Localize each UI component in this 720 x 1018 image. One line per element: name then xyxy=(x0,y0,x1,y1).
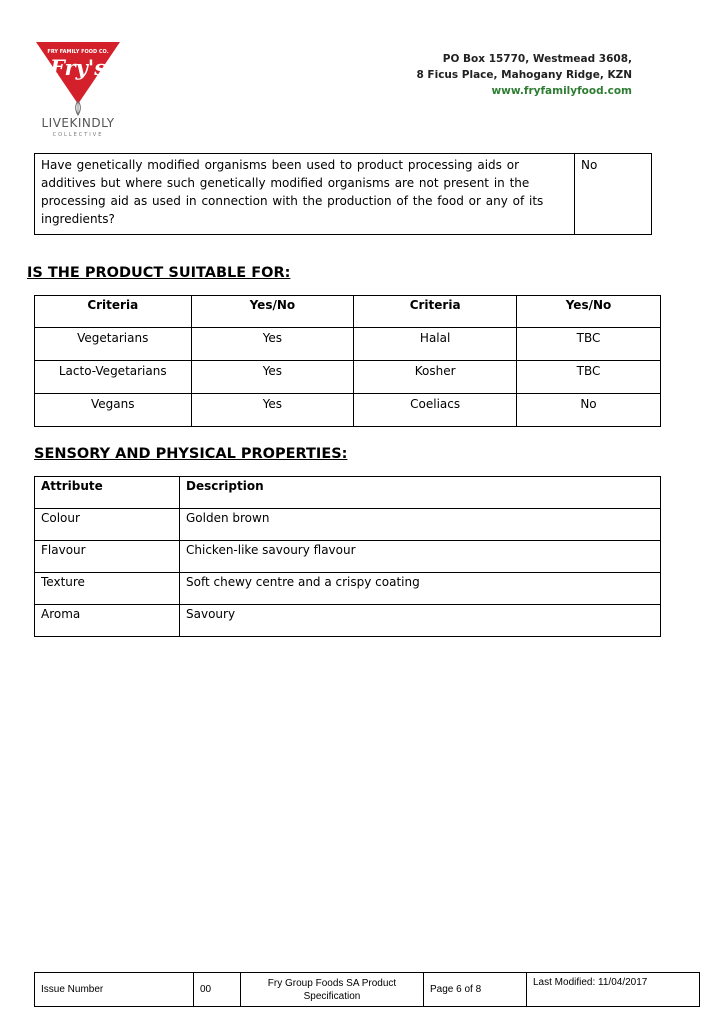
address-line-2: 8 Ficus Place, Mahogany Ridge, KZN xyxy=(416,69,632,81)
table-cell: Yes xyxy=(191,361,354,394)
column-header: Yes/No xyxy=(517,296,661,328)
table-row xyxy=(35,509,661,541)
table-cell: Coeliacs xyxy=(354,394,517,427)
page-number: Page 6 of 8 xyxy=(424,973,527,1007)
issue-number-label: Issue Number xyxy=(35,973,194,1007)
company-logo xyxy=(32,40,124,140)
table-cell: Flavour xyxy=(35,541,180,573)
table-cell: TBC xyxy=(517,328,661,361)
table-cell: Golden brown xyxy=(180,509,661,541)
table-row xyxy=(35,361,661,394)
table-cell: Vegetarians xyxy=(35,328,192,361)
table-cell: Soft chewy centre and a crispy coating xyxy=(180,573,661,605)
table-cell: Yes xyxy=(191,394,354,427)
table-cell: Kosher xyxy=(354,361,517,394)
svg-text:Fry's: Fry's xyxy=(49,55,107,80)
table-row xyxy=(35,154,652,235)
document-footer xyxy=(34,972,700,1007)
column-header: Yes/No xyxy=(191,296,354,328)
table-header-row xyxy=(35,477,661,509)
gmo-question: Have genetically modified organisms been used to product processing aids or additives but where such genetically modified organisms are not present in the processing aid as used in connection with the production of the food or any of its ingredients? xyxy=(35,154,575,235)
table-cell: Lacto-Vegetarians xyxy=(35,361,192,394)
suitability-table xyxy=(34,295,661,427)
last-modified: Last Modified: 11/04/2017 xyxy=(527,973,700,1007)
column-header: Description xyxy=(180,477,661,509)
table-cell: No xyxy=(517,394,661,427)
table-cell: TBC xyxy=(517,361,661,394)
column-header: Criteria xyxy=(354,296,517,328)
table-row xyxy=(35,605,661,637)
table-cell: Aroma xyxy=(35,605,180,637)
company-address xyxy=(416,51,632,99)
issue-number-value: 00 xyxy=(194,973,241,1007)
frys-logo xyxy=(36,42,120,104)
column-header: Attribute xyxy=(35,477,180,509)
table-cell: Savoury xyxy=(180,605,661,637)
table-row xyxy=(35,973,700,1007)
table-header-row xyxy=(35,296,661,328)
sensory-heading: SENSORY AND PHYSICAL PROPERTIES: xyxy=(34,446,348,462)
table-cell: Texture xyxy=(35,573,180,605)
table-cell: Colour xyxy=(35,509,180,541)
website-link[interactable]: www.fryfamilyfood.com xyxy=(491,85,632,97)
table-cell: Halal xyxy=(354,328,517,361)
column-header: Criteria xyxy=(35,296,192,328)
gmo-table xyxy=(34,153,652,235)
suitability-heading: IS THE PRODUCT SUITABLE FOR: xyxy=(27,265,291,281)
table-row xyxy=(35,573,661,605)
table-row xyxy=(35,328,661,361)
address-line-1: PO Box 15770, Westmead 3608, xyxy=(442,53,632,65)
collective-wordmark: COLLECTIVE xyxy=(52,132,104,138)
table-cell: Vegans xyxy=(35,394,192,427)
table-cell: Chicken-like savoury flavour xyxy=(180,541,661,573)
svg-text:FRY FAMILY FOOD CO.: FRY FAMILY FOOD CO. xyxy=(47,49,109,55)
sensory-table xyxy=(34,476,661,637)
document-title: Fry Group Foods SA Product Specification xyxy=(241,973,424,1007)
table-row xyxy=(35,541,661,573)
table-cell: Yes xyxy=(191,328,354,361)
gmo-answer: No xyxy=(575,154,652,235)
livekindly-wordmark: LIVEKINDLY xyxy=(41,116,115,130)
leaf-icon xyxy=(70,100,86,116)
table-row xyxy=(35,394,661,427)
